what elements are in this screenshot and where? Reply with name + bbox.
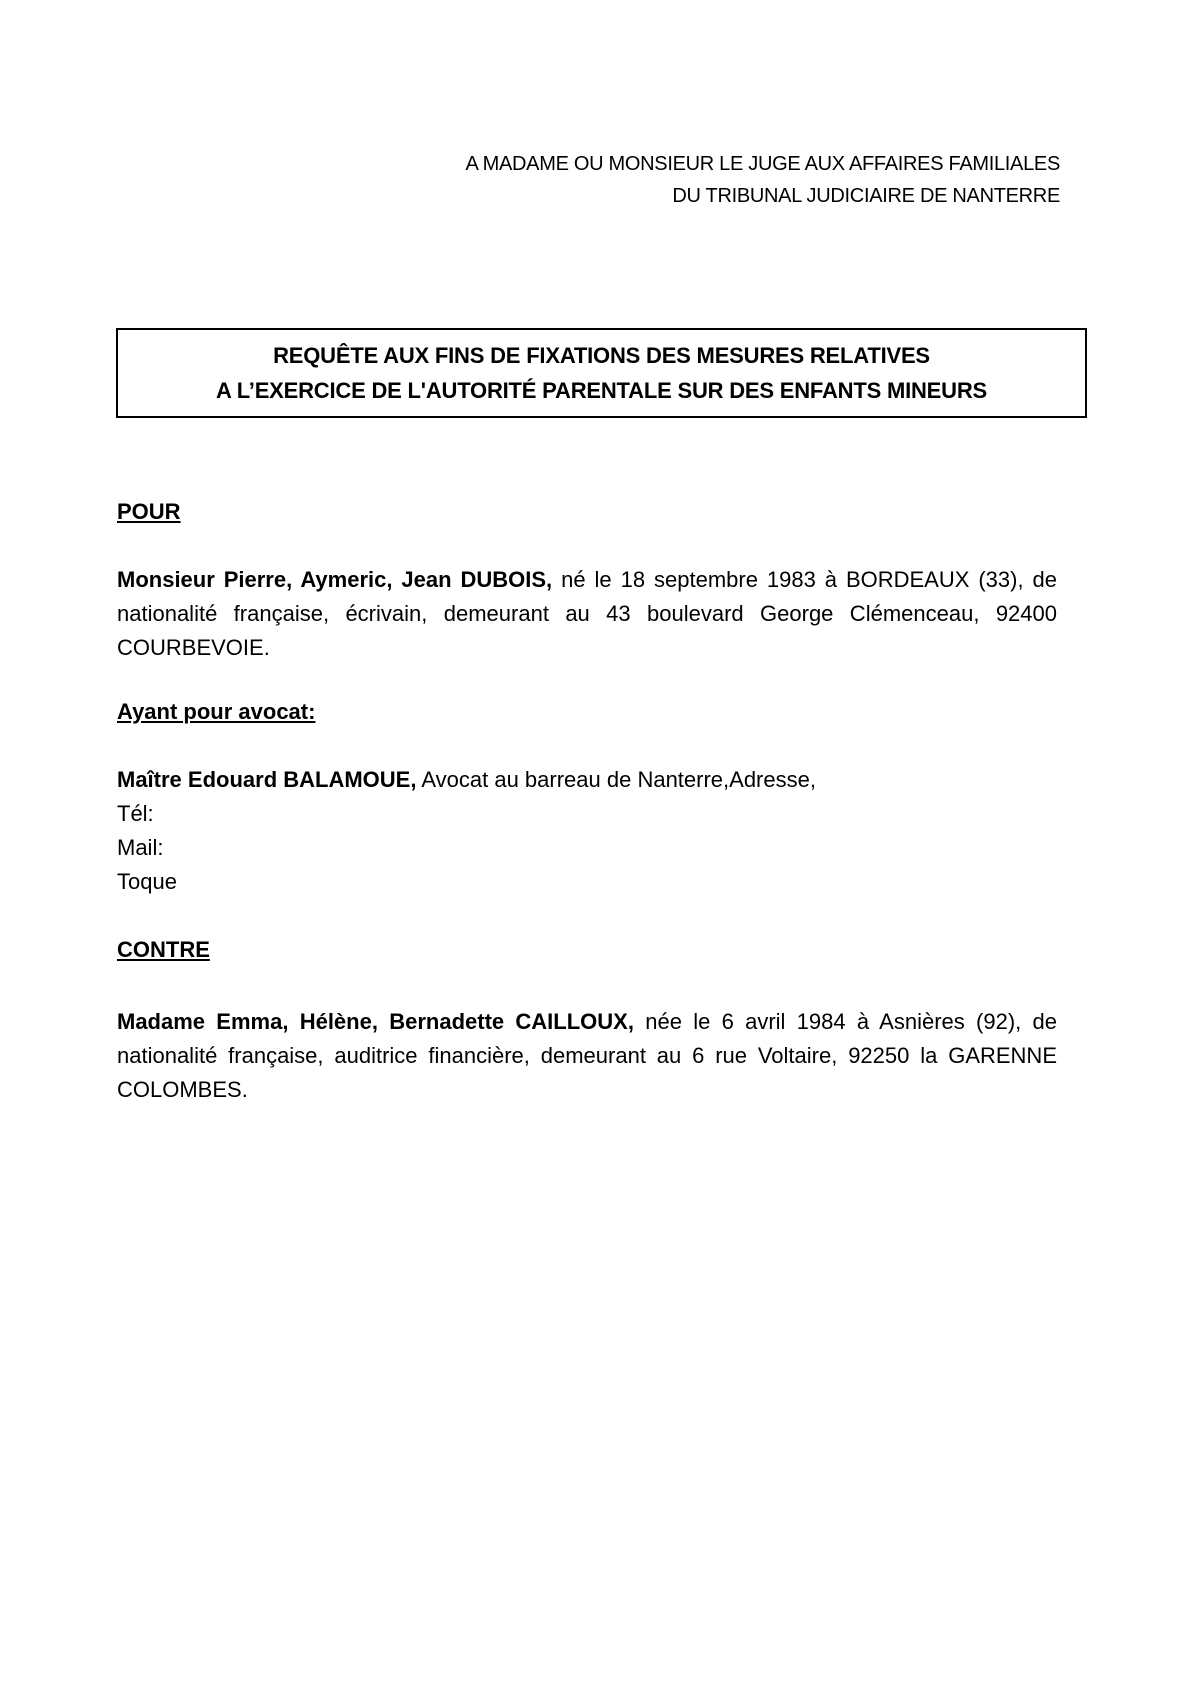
addressee-block	[465, 148, 1060, 212]
addressee-line-2: DU TRIBUNAL JUDICIAIRE DE NANTERRE	[672, 185, 1060, 207]
avocat-mail: Mail:	[117, 835, 164, 860]
document-title-line-1: REQUÊTE AUX FINS DE FIXATIONS DES MESURES RELATIVES	[273, 343, 930, 368]
document-title-box	[116, 328, 1087, 418]
document-title-line-2: A L’EXERCICE DE L'AUTORITÉ PARENTALE SUR DES ENFANTS MINEURS	[215, 378, 988, 403]
contre-heading: CONTRE	[117, 937, 210, 962]
avocat-name: Maître Edouard BALAMOUE,	[117, 767, 417, 792]
pour-heading: POUR	[117, 499, 181, 524]
avocat-tel: Tél:	[117, 801, 154, 826]
addressee-line-1: A MADAME OU MONSIEUR LE JUGE AUX AFFAIRES FAMILIALES	[465, 153, 1060, 175]
contre-party-paragraph	[117, 1005, 1057, 1107]
pour-party-name: Monsieur Pierre, Aymeric, Jean DUBOIS,	[117, 567, 553, 592]
pour-party-details: né le 18 septembre 1983 à BORDEAUX (33), de nationalité française, écrivain, demeurant au 43 boulevard George Clémenceau, 92400 COURBEVOIE.	[117, 567, 1057, 660]
avocat-heading: Ayant pour avocat:	[117, 699, 316, 724]
contre-party-name: Madame Emma, Hélène, Bernadette CAILLOUX,	[117, 1009, 634, 1034]
avocat-toque: Toque	[117, 869, 177, 894]
avocat-details: Avocat au barreau de Nanterre,Adresse,	[416, 767, 816, 792]
contre-party-details: née le 6 avril 1984 à Asnières (92), de nationalité française, auditrice financière, demeurant au 6 rue Voltaire, 92250 la GARENNE COLOMBES.	[117, 1009, 1057, 1102]
avocat-line	[117, 765, 816, 795]
pour-party-paragraph	[117, 563, 1057, 665]
